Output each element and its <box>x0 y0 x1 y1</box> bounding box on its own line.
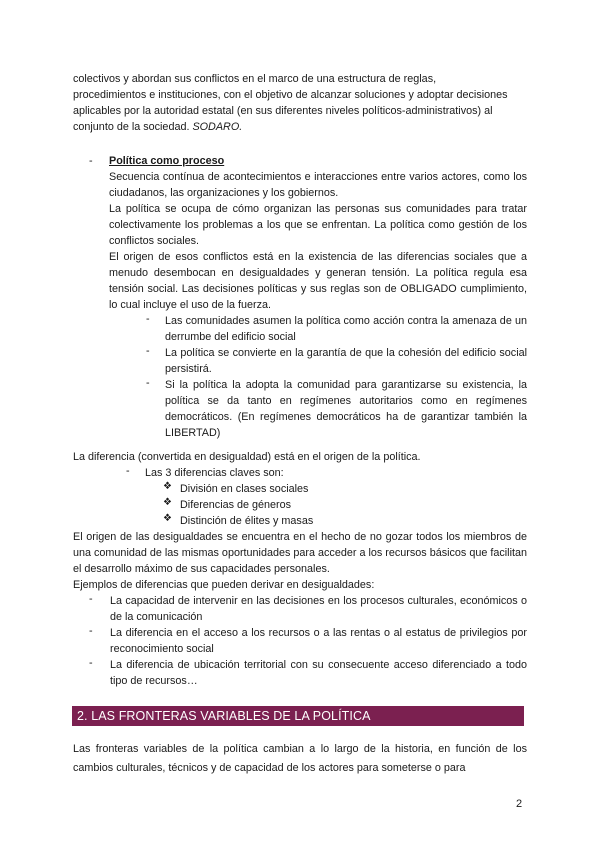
diamond-bullet-icon: ❖ <box>163 497 172 508</box>
section-politica-como-proceso <box>89 153 527 441</box>
list-dash: - <box>89 155 93 167</box>
section-paragraph: La política se ocupa de cómo organizan las personas sus comunidades para tratar colectivamente los problemas a los que se enfrentan. La política como gestión de los conflictos sociales. <box>109 203 527 247</box>
intro-paragraph <box>73 71 527 135</box>
list-item: - La diferencia de ubicación territorial con su consecuente acceso diferenciado a todo tipo de recursos… <box>89 657 527 687</box>
list-item: ❖ Distinción de élites y masas <box>163 513 314 527</box>
diamond-bullet-icon: ❖ <box>163 513 172 524</box>
list-item: - La capacidad de intervenir en las decisiones en los procesos culturales, económicos o de la comunicación <box>89 593 527 623</box>
intro-line: aplicables por la autoridad estatal (en sus diferentes niveles políticos-administrativos) al <box>73 105 493 117</box>
list-item: - Si la política la adopta la comunidad para garantizarse su existencia, la política se da tanto en regímenes autoritarios como en regímenes democráticos. (En regímenes democráticos ha de garantizar también la LIBERTAD) <box>146 377 527 439</box>
list-item: - La política se convierte en la garantía de que la cohesión del edificio social persistirá. <box>146 345 527 375</box>
origen-paragraph: El origen de las desigualdades se encuentra en el hecho de no gozar todos los miembros de una comunidad de las mismas oportunidades para acceder a los recursos básicos que facilitan el desarrollo máximo de sus capacidades personales. <box>73 531 527 575</box>
section-title: Política como proceso <box>109 155 225 167</box>
intro-reference: SODARO. <box>192 121 243 133</box>
ejemplos-label: Ejemplos de diferencias que pueden derivar en desigualdades: <box>73 579 375 591</box>
intro-line: colectivos y abordan sus conflictos en el marco de una estructura de reglas, <box>73 73 437 85</box>
intro-line-text: conjunto de la sociedad. <box>73 121 190 133</box>
fronteras-text: Las fronteras variables de la política cambian a lo largo de la historia, en función de los cambios culturales, técnicos y de capacidad de los actores para someterse o para <box>73 743 527 774</box>
fronteras-paragraph <box>73 740 527 778</box>
diferencia-text: La diferencia (convertida en desigualdad) está en el origen de la política. <box>73 451 421 463</box>
section-paragraph: Secuencia contínua de acontecimientos e interacciones entre varios actores, como los ciudadanos, las organizaciones y los gobiernos. <box>109 171 527 199</box>
intro-line <box>73 119 527 135</box>
section-heading-bar <box>72 706 524 726</box>
list-item: ❖ Diferencias de géneros <box>163 497 292 511</box>
desigualdad-block <box>73 449 527 689</box>
diamond-bullet-icon: ❖ <box>163 481 172 492</box>
claves-item: - Las 3 diferencias claves son: <box>126 465 284 479</box>
intro-line: procedimientos e instituciones, con el objetivo de alcanzar soluciones y adoptar decisiones <box>73 89 508 101</box>
list-item: - La diferencia en el acceso a los recursos o a las rentas o al estatus de privilegios por reconocimiento social <box>89 625 527 655</box>
claves-list <box>163 481 527 529</box>
list-item: ❖ División en clases sociales <box>163 481 309 495</box>
page-number: 2 <box>516 798 523 810</box>
section-paragraph: El origen de esos conflictos está en la existencia de las diferencias sociales que a menudo desembocan en desigualdades y generan tensión. La política regula esa tensión social. Las decisiones políticas y sus reglas son de OBLIGADO cumplimiento, lo cual incluye el uso de la fuerza. <box>109 251 527 311</box>
list-item: - Las comunidades asumen la política como acción contra la amenaza de un derrumbe del edificio social <box>146 313 527 343</box>
section-sublist <box>146 313 527 441</box>
section-heading: 2. LAS FRONTERAS VARIABLES DE LA POLÍTICA <box>77 709 371 723</box>
ejemplos-list <box>89 593 527 689</box>
